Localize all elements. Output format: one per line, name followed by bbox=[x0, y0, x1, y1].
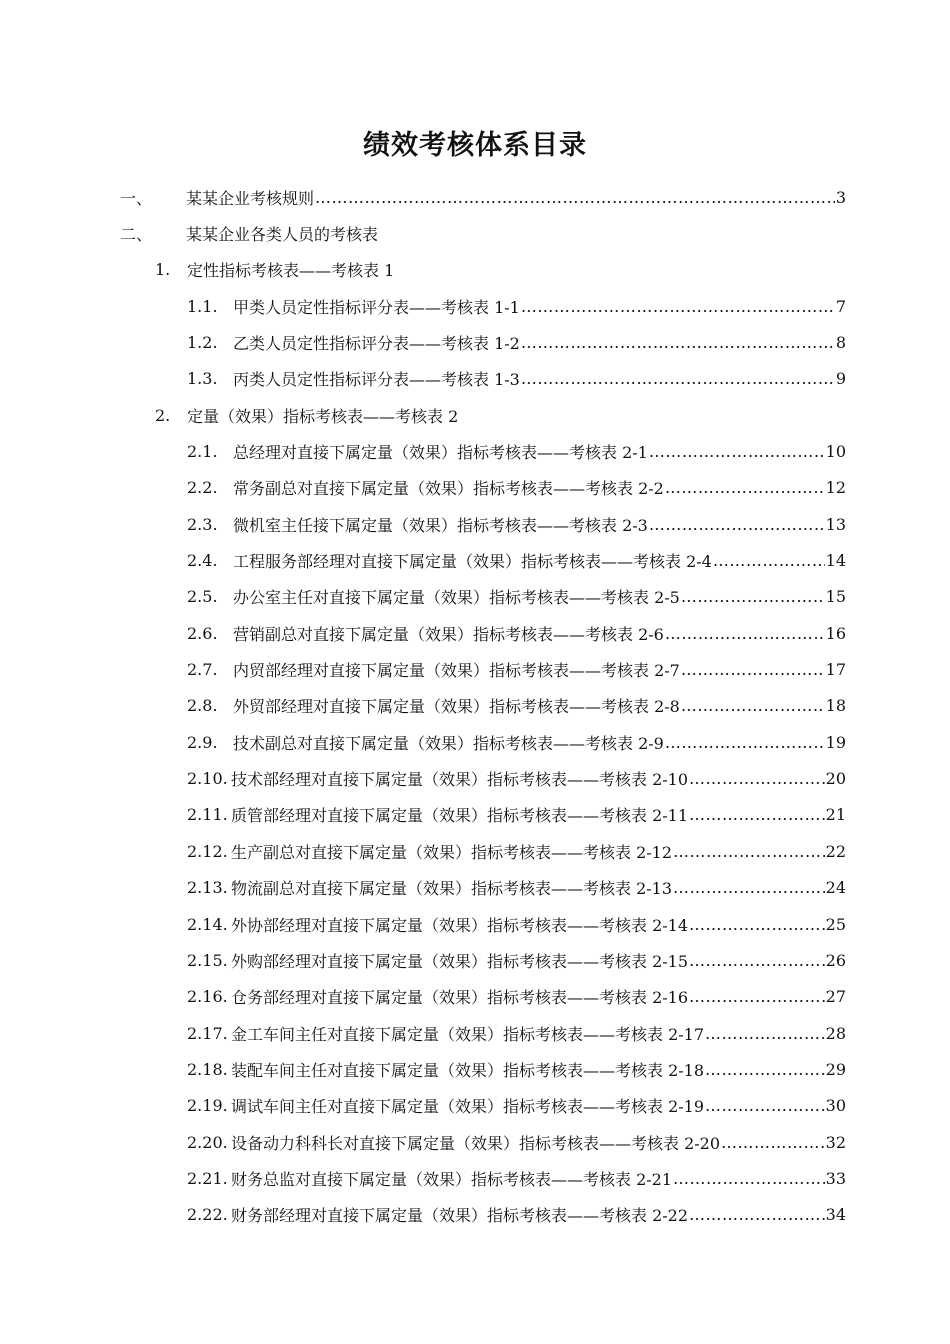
toc-entry[interactable] bbox=[187, 764, 846, 794]
toc-dot-leader bbox=[649, 442, 825, 461]
toc-dot-leader bbox=[689, 1205, 825, 1224]
toc-dot-leader bbox=[673, 1169, 825, 1188]
toc-entry[interactable] bbox=[187, 1127, 846, 1157]
toc-entry[interactable] bbox=[187, 1054, 846, 1084]
toc-entry-title: 设备动力科科长对直接下属定量（效果）指标考核表——考核表 2-20 bbox=[231, 1133, 721, 1153]
toc-dot-leader bbox=[665, 478, 825, 497]
toc-dot-leader bbox=[721, 1133, 825, 1152]
toc-entry-title: 金工车间主任对直接下属定量（效果）指标考核表——考核表 2-17 bbox=[231, 1024, 705, 1044]
toc-page-number: 30 bbox=[825, 1096, 846, 1116]
toc-dot-leader bbox=[689, 951, 825, 970]
toc-entry-number: 2.8. bbox=[187, 696, 218, 716]
toc-entry[interactable] bbox=[187, 509, 846, 539]
toc-dot-leader bbox=[705, 1096, 825, 1115]
toc-entry-number: 2.14. bbox=[187, 914, 228, 934]
toc-entry-title: 甲类人员定性指标评分表——考核表 1-1 bbox=[233, 297, 520, 317]
toc-entry[interactable] bbox=[187, 691, 846, 721]
toc-entry-number: 2.19. bbox=[187, 1096, 228, 1116]
page-title: 绩效考核体系目录 bbox=[363, 130, 587, 161]
toc-entry-title: 调试车间主任对直接下属定量（效果）指标考核表——考核表 2-19 bbox=[231, 1097, 705, 1117]
toc-entry[interactable] bbox=[187, 1018, 846, 1048]
toc-page-number: 24 bbox=[825, 878, 846, 898]
toc-entry[interactable] bbox=[187, 727, 846, 757]
toc-entry-title: 常务副总对直接下属定量（效果）指标考核表——考核表 2-2 bbox=[233, 479, 664, 499]
toc-entry-title: 微机室主任接下属定量（效果）指标考核表——考核表 2-3 bbox=[233, 515, 648, 535]
toc-dot-leader bbox=[689, 987, 825, 1006]
toc-entry[interactable] bbox=[187, 836, 846, 866]
toc-entry-number: 2.15. bbox=[187, 950, 228, 970]
toc-entry[interactable] bbox=[187, 982, 846, 1012]
toc-page-number: 14 bbox=[825, 551, 846, 570]
toc-entry-title: 财务总监对直接下属定量（效果）指标考核表——考核表 2-21 bbox=[231, 1169, 673, 1189]
toc-page-number: 25 bbox=[825, 914, 846, 934]
toc-entry[interactable] bbox=[187, 873, 846, 903]
toc-entry-title: 内贸部经理对直接下属定量（效果）指标考核表——考核表 2-7 bbox=[233, 661, 680, 681]
toc-page-number: 12 bbox=[825, 478, 846, 498]
toc-entry[interactable] bbox=[187, 291, 846, 321]
toc-entry[interactable] bbox=[187, 909, 846, 939]
toc-dot-leader bbox=[315, 188, 835, 207]
toc-entry-number: 2.22. bbox=[187, 1205, 228, 1225]
toc-dot-leader bbox=[681, 660, 825, 679]
toc-entry[interactable] bbox=[187, 436, 846, 466]
toc-dot-leader bbox=[673, 842, 825, 861]
toc-entry-title: 物流副总对直接下属定量（效果）指标考核表——考核表 2-13 bbox=[231, 879, 673, 899]
toc-page-number: 3 bbox=[835, 187, 846, 207]
toc-page-number: 28 bbox=[825, 1023, 846, 1043]
toc-entry[interactable] bbox=[187, 582, 846, 612]
toc-entry-number: 2.6. bbox=[187, 623, 218, 643]
toc-entry-number: 2.16. bbox=[187, 987, 228, 1007]
toc-entry-title: 办公室主任对直接下属定量（效果）指标考核表——考核表 2-5 bbox=[233, 588, 680, 608]
toc-entry[interactable] bbox=[187, 1163, 846, 1193]
toc-entry[interactable] bbox=[187, 473, 846, 503]
toc-entry-title: 质管部经理对直接下属定量（效果）指标考核表——考核表 2-11 bbox=[231, 806, 689, 826]
toc-entry-title: 定量（效果）指标考核表——考核表 2 bbox=[187, 406, 459, 426]
toc-entry-title: 丙类人员定性指标评分表——考核表 1-3 bbox=[233, 370, 520, 390]
toc-entry[interactable] bbox=[155, 255, 846, 285]
toc-entry-number: 2.5. bbox=[187, 587, 218, 607]
toc-entry[interactable] bbox=[155, 400, 846, 430]
toc-entry-title: 定性指标考核表——考核表 1 bbox=[187, 261, 395, 281]
toc-entry-title: 财务部经理对直接下属定量（效果）指标考核表——考核表 2-22 bbox=[231, 1206, 689, 1226]
toc-page-number: 21 bbox=[825, 805, 846, 825]
toc-entry-title: 生产副总对直接下属定量（效果）指标考核表——考核表 2-12 bbox=[231, 842, 673, 862]
toc-page-number: 8 bbox=[835, 332, 846, 352]
toc-entry-number: 2.11. bbox=[187, 805, 228, 825]
toc-dot-leader bbox=[689, 769, 825, 788]
toc-dot-leader bbox=[521, 297, 835, 316]
toc-entry-number: 2.3. bbox=[187, 514, 218, 534]
toc-entry-title: 外贸部经理对直接下属定量（效果）指标考核表——考核表 2-8 bbox=[233, 697, 680, 717]
toc-entry-title: 乙类人员定性指标评分表——考核表 1-2 bbox=[233, 333, 520, 353]
toc-entry-title: 技术部经理对直接下属定量（效果）指标考核表——考核表 2-10 bbox=[231, 770, 689, 790]
toc-entry-number: 2. bbox=[155, 405, 171, 425]
toc-entry-number: 1.2. bbox=[187, 332, 218, 352]
toc-page-number: 32 bbox=[825, 1132, 846, 1152]
toc-dot-leader bbox=[681, 587, 825, 606]
toc-entry-title: 仓务部经理对直接下属定量（效果）指标考核表——考核表 2-16 bbox=[231, 988, 689, 1008]
toc-entry-title: 技术副总对直接下属定量（效果）指标考核表——考核表 2-9 bbox=[233, 733, 664, 753]
toc-dot-leader bbox=[705, 1060, 825, 1079]
toc-entry[interactable] bbox=[187, 1091, 846, 1121]
toc-dot-leader bbox=[649, 515, 825, 534]
toc-page-number: 18 bbox=[825, 696, 846, 716]
toc-entry[interactable] bbox=[187, 327, 846, 357]
toc-entry-number: 1.3. bbox=[187, 369, 218, 389]
toc-entry-number: 二、 bbox=[120, 224, 153, 244]
toc-dot-leader bbox=[689, 915, 825, 934]
toc-dot-leader bbox=[689, 805, 825, 824]
toc-entry[interactable] bbox=[187, 945, 846, 975]
toc-entry[interactable] bbox=[120, 218, 846, 248]
toc-entry-number: 2.7. bbox=[187, 660, 218, 680]
toc-page-number: 29 bbox=[825, 1059, 846, 1079]
toc-dot-leader bbox=[521, 369, 835, 388]
toc-entry-title: 总经理对直接下属定量（效果）指标考核表——考核表 2-1 bbox=[233, 442, 648, 462]
toc-entry[interactable] bbox=[187, 1200, 846, 1230]
toc-entry-number: 一、 bbox=[120, 188, 153, 208]
toc-entry-number: 2.10. bbox=[187, 769, 228, 789]
toc-entry-title: 外购部经理对直接下属定量（效果）指标考核表——考核表 2-15 bbox=[231, 951, 689, 971]
toc-entry-title: 外协部经理对直接下属定量（效果）指标考核表——考核表 2-14 bbox=[231, 915, 689, 935]
toc-entry-title: 装配车间主任对直接下属定量（效果）指标考核表——考核表 2-18 bbox=[231, 1060, 705, 1080]
toc-entry[interactable] bbox=[187, 364, 846, 394]
toc-entry-number: 2.21. bbox=[187, 1168, 228, 1188]
toc-page-number: 7 bbox=[835, 296, 846, 316]
toc-entry[interactable] bbox=[120, 182, 846, 212]
toc-page-number: 17 bbox=[825, 660, 846, 680]
toc-entry-title: 工程服务部经理对直接下属定量（效果）指标考核表——考核表 2-4 bbox=[233, 552, 712, 571]
toc-page-number: 33 bbox=[825, 1168, 846, 1188]
toc-dot-leader bbox=[673, 878, 825, 897]
toc-page-number: 34 bbox=[825, 1205, 846, 1225]
toc-entry-number: 2.9. bbox=[187, 732, 218, 752]
toc-dot-leader bbox=[665, 624, 825, 643]
toc-page-number: 26 bbox=[825, 950, 846, 970]
toc-entry-title: 某某企业各类人员的考核表 bbox=[186, 224, 379, 244]
toc-dot-leader bbox=[681, 696, 825, 715]
toc-entry-title: 营销副总对直接下属定量（效果）指标考核表——考核表 2-6 bbox=[233, 624, 664, 644]
toc-page-number: 15 bbox=[825, 587, 846, 607]
toc-page-number: 22 bbox=[825, 841, 846, 861]
toc-entry[interactable] bbox=[187, 618, 846, 648]
toc-entry[interactable] bbox=[187, 546, 846, 576]
toc-entry-number: 2.1. bbox=[187, 441, 218, 461]
toc-page-number: 19 bbox=[825, 732, 846, 752]
toc-dot-leader bbox=[665, 733, 825, 752]
toc-dot-leader bbox=[521, 333, 835, 352]
toc-page-number: 27 bbox=[825, 987, 846, 1007]
toc-page-number: 20 bbox=[825, 769, 846, 789]
toc-entry-number: 2.20. bbox=[187, 1132, 228, 1152]
toc-entry-number: 1.1. bbox=[187, 296, 218, 316]
toc-dot-leader bbox=[713, 551, 825, 570]
toc-entry-number: 2.2. bbox=[187, 478, 218, 498]
toc-entry[interactable] bbox=[187, 800, 846, 830]
toc-entry-number: 2.4. bbox=[187, 551, 218, 570]
toc-entry-number: 1. bbox=[155, 260, 171, 280]
toc-page-number: 10 bbox=[825, 441, 846, 461]
toc-entry-number: 2.12. bbox=[187, 841, 228, 861]
toc-page-number: 9 bbox=[835, 369, 846, 389]
toc-entry-number: 2.17. bbox=[187, 1023, 228, 1043]
toc-entry[interactable] bbox=[187, 655, 846, 685]
toc-dot-leader bbox=[705, 1024, 825, 1043]
toc-entry-number: 2.13. bbox=[187, 878, 228, 898]
toc-entry-title: 某某企业考核规则 bbox=[186, 188, 315, 208]
toc-page-number: 16 bbox=[825, 623, 846, 643]
toc-page-number: 13 bbox=[825, 514, 846, 534]
toc-entry-number: 2.18. bbox=[187, 1059, 228, 1079]
